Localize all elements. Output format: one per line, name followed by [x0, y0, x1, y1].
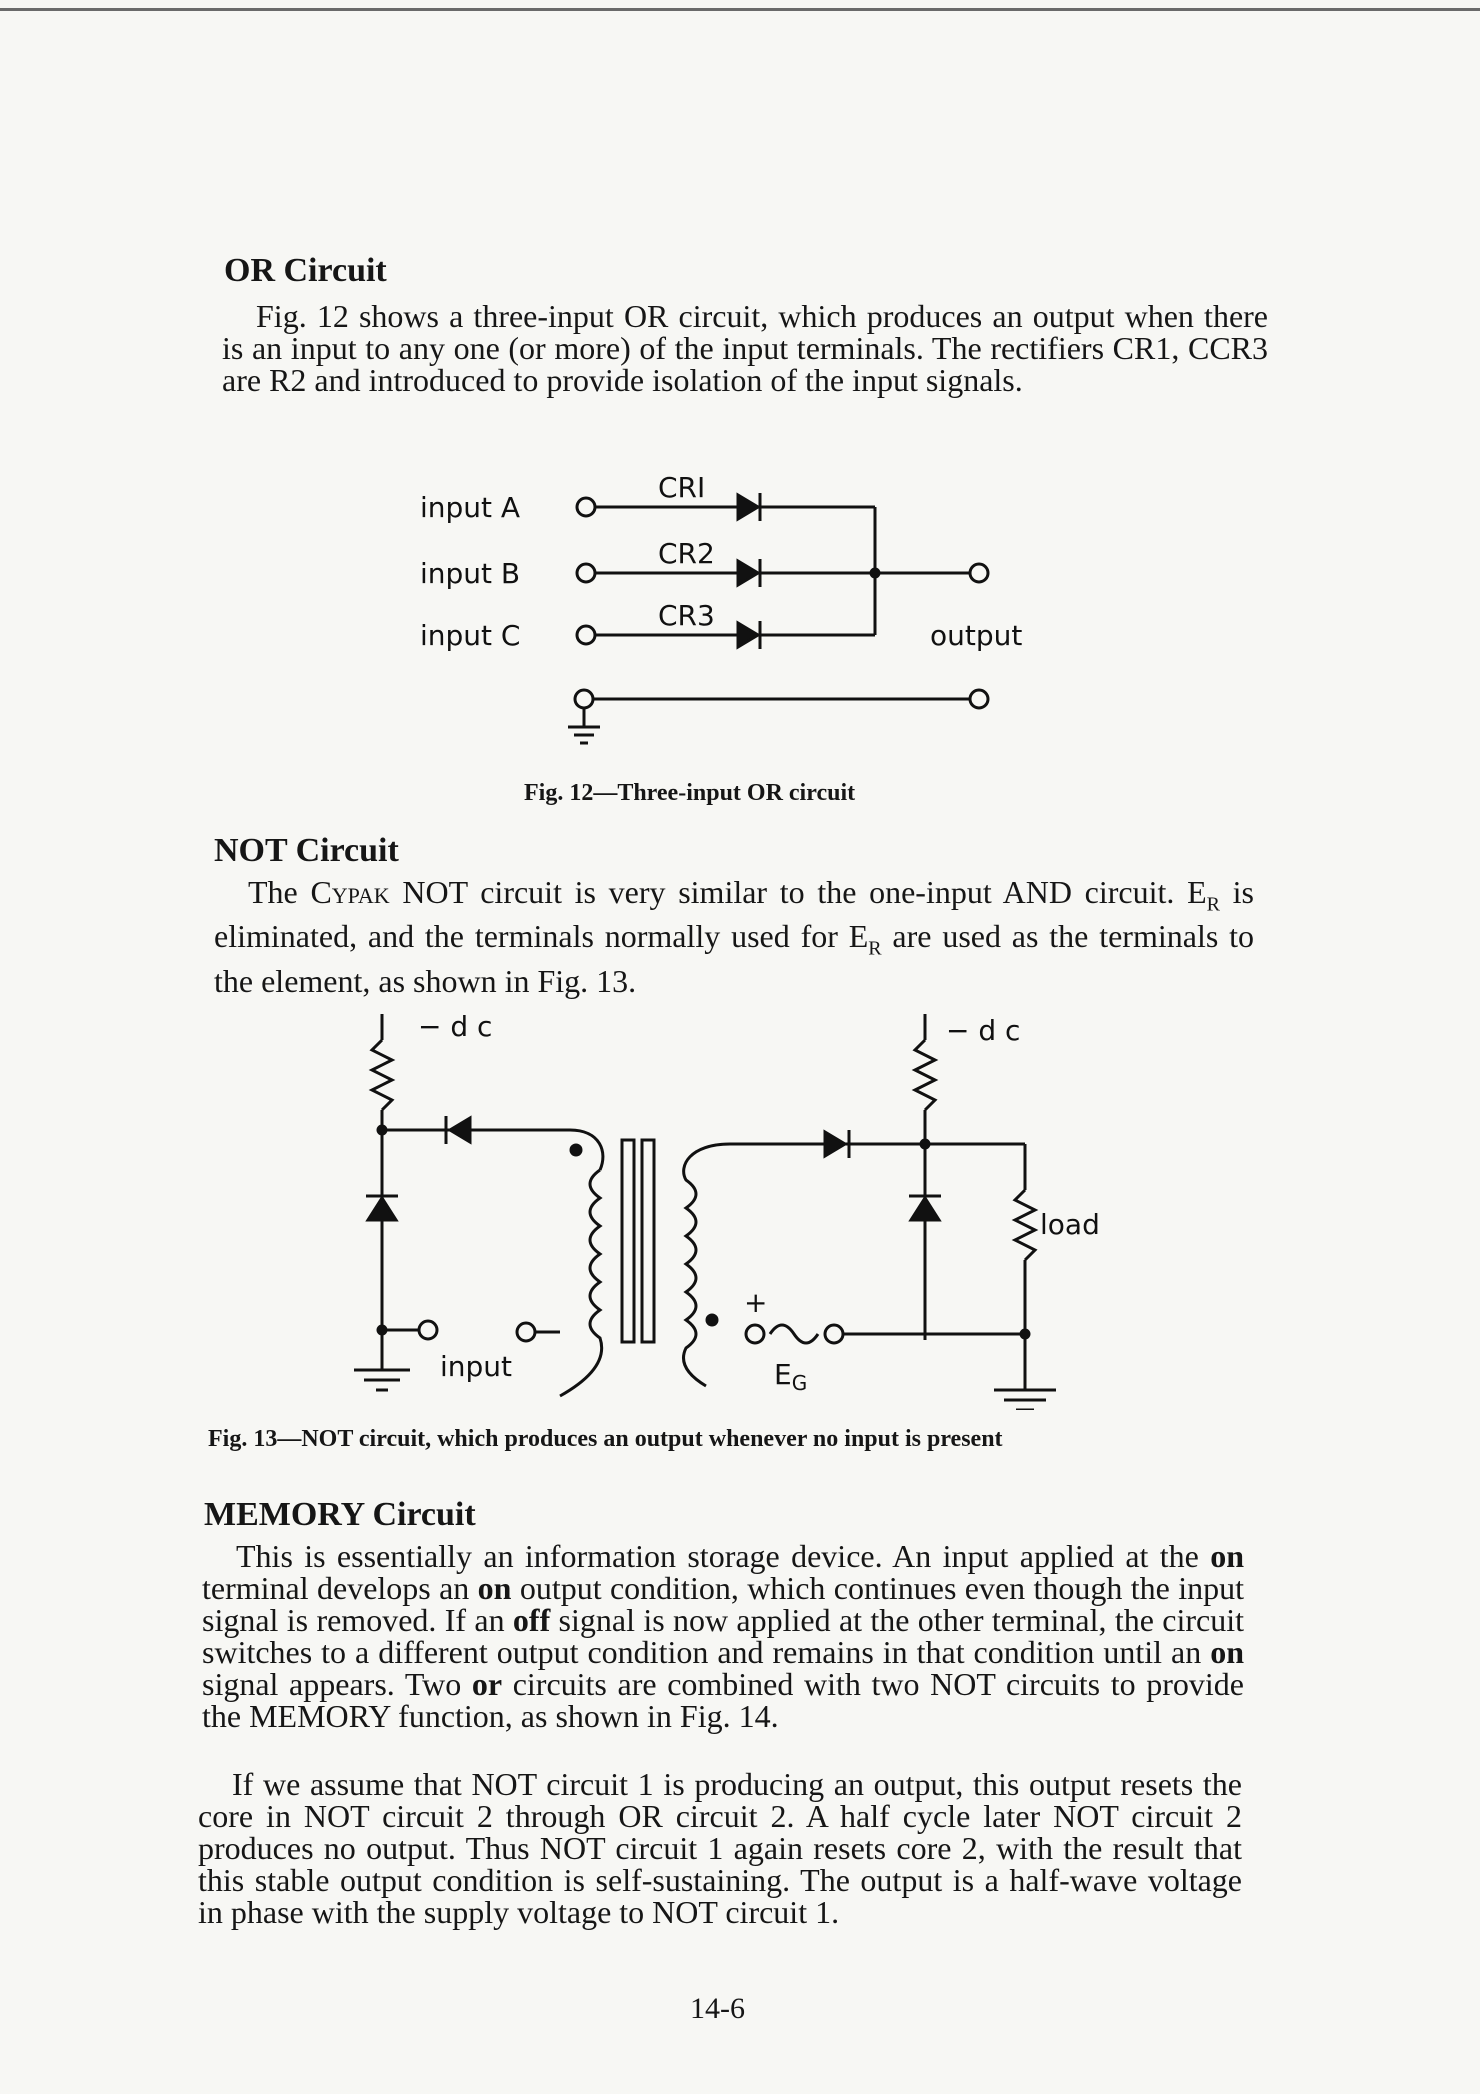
fig13-caption: Fig. 13—NOT circuit, which produces an output whenever no input is present	[208, 1426, 1003, 1452]
fig13-label-input: input	[440, 1350, 513, 1383]
memory-circuit-paragraph-1: This is essentially an information storage device. An input applied at the on terminal develops an on output condition, which continues even though the input signal is removed. If an off signal is now applied at the other terminal, the circuit switches to a different output condition and remains in that condition until an on signal appears. Two or circuits are combined with two NOT circuits to provide the MEMORY function, as shown in Fig. 14.	[202, 1538, 1245, 1734]
fig13-ac-source	[770, 1325, 818, 1343]
fig12-terminal-a	[577, 498, 595, 516]
fig13-label-plus: +	[744, 1286, 768, 1319]
cypak-brand: Cypak	[310, 874, 390, 910]
fig12-label-input-c: input C	[420, 619, 521, 652]
fig12-label-output: output	[930, 619, 1023, 652]
fig13-resistor-left	[372, 1040, 392, 1110]
fig13-polarity-dot-right	[707, 1315, 717, 1325]
fig12-label-cr1: CRI	[658, 471, 706, 504]
or-circuit-paragraph: Fig. 12 shows a three-input OR circuit, which produces an output when there is an input to any one (or more) of the input terminals. The rectifiers CR1, CCR3 are R2 and introduced to provide isolation of the input signals.	[222, 298, 1268, 398]
fig13-resistor-right	[915, 1040, 935, 1110]
fig12-diode-cr1	[738, 495, 758, 519]
fig13-diode-right-horizontal	[825, 1132, 845, 1156]
fig13-diode-left-horizontal	[450, 1118, 470, 1142]
fig13-label-dc-right: − d c	[946, 1014, 1021, 1047]
or-circuit-heading: OR Circuit	[224, 252, 387, 289]
fig12-caption: Fig. 12—Three-input OR circuit	[524, 780, 856, 806]
fig13-label-eg: $E_G$	[774, 1358, 808, 1395]
fig12-diode-cr3	[738, 623, 758, 647]
not-circuit-paragraph: The Cypak NOT circuit is very similar to the one-input AND circuit. $E_R$ is eliminated, and the terminals normally used for $E_R$ are used as the terminals to the element, as shown in Fig. 13.	[214, 874, 1255, 999]
fig13-coil-primary	[560, 1170, 602, 1396]
fig12-label-input-b: input B	[420, 557, 521, 590]
fig13-label-dc-left: − d c	[418, 1010, 493, 1043]
memory-circuit-heading: MEMORY Circuit	[204, 1496, 476, 1533]
fig13-diagram	[340, 1010, 1110, 1410]
fig13-polarity-dot-left	[571, 1145, 581, 1155]
fig12-terminal-b	[577, 564, 595, 582]
fig13-label-load: load	[1040, 1208, 1100, 1241]
fig12-label-cr3: CR3	[658, 599, 715, 632]
fig12-diode-cr2	[738, 561, 758, 585]
memory-circuit-paragraph-2: If we assume that NOT circuit 1 is producing an output, this output resets the core in NOT circuit 2 through OR circuit 2. A half cycle later NOT circuit 2 produces no output. Thus NOT circuit 1 again resets core 2, with the result that this stable output condition is self-sustaining. The output is a half-wave voltage in phase with the supply voltage to NOT circuit 1.	[198, 1766, 1242, 1930]
fig13-diode-right-vertical	[911, 1198, 939, 1220]
fig13-coil-secondary	[684, 1144, 731, 1386]
fig13-diode-left-vertical	[368, 1198, 396, 1220]
fig13-core-bar-1	[622, 1140, 634, 1342]
fig12-label-input-a: input A	[420, 491, 521, 524]
fig12-diagram	[420, 455, 1040, 775]
not-circuit-heading: NOT Circuit	[214, 832, 399, 869]
fig12-terminal-c	[577, 626, 595, 644]
fig13-resistor-load	[1015, 1190, 1035, 1260]
page-top-rule	[0, 8, 1480, 11]
fig12-label-cr2: CR2	[658, 537, 715, 570]
page-number: 14-6	[690, 1992, 745, 2025]
